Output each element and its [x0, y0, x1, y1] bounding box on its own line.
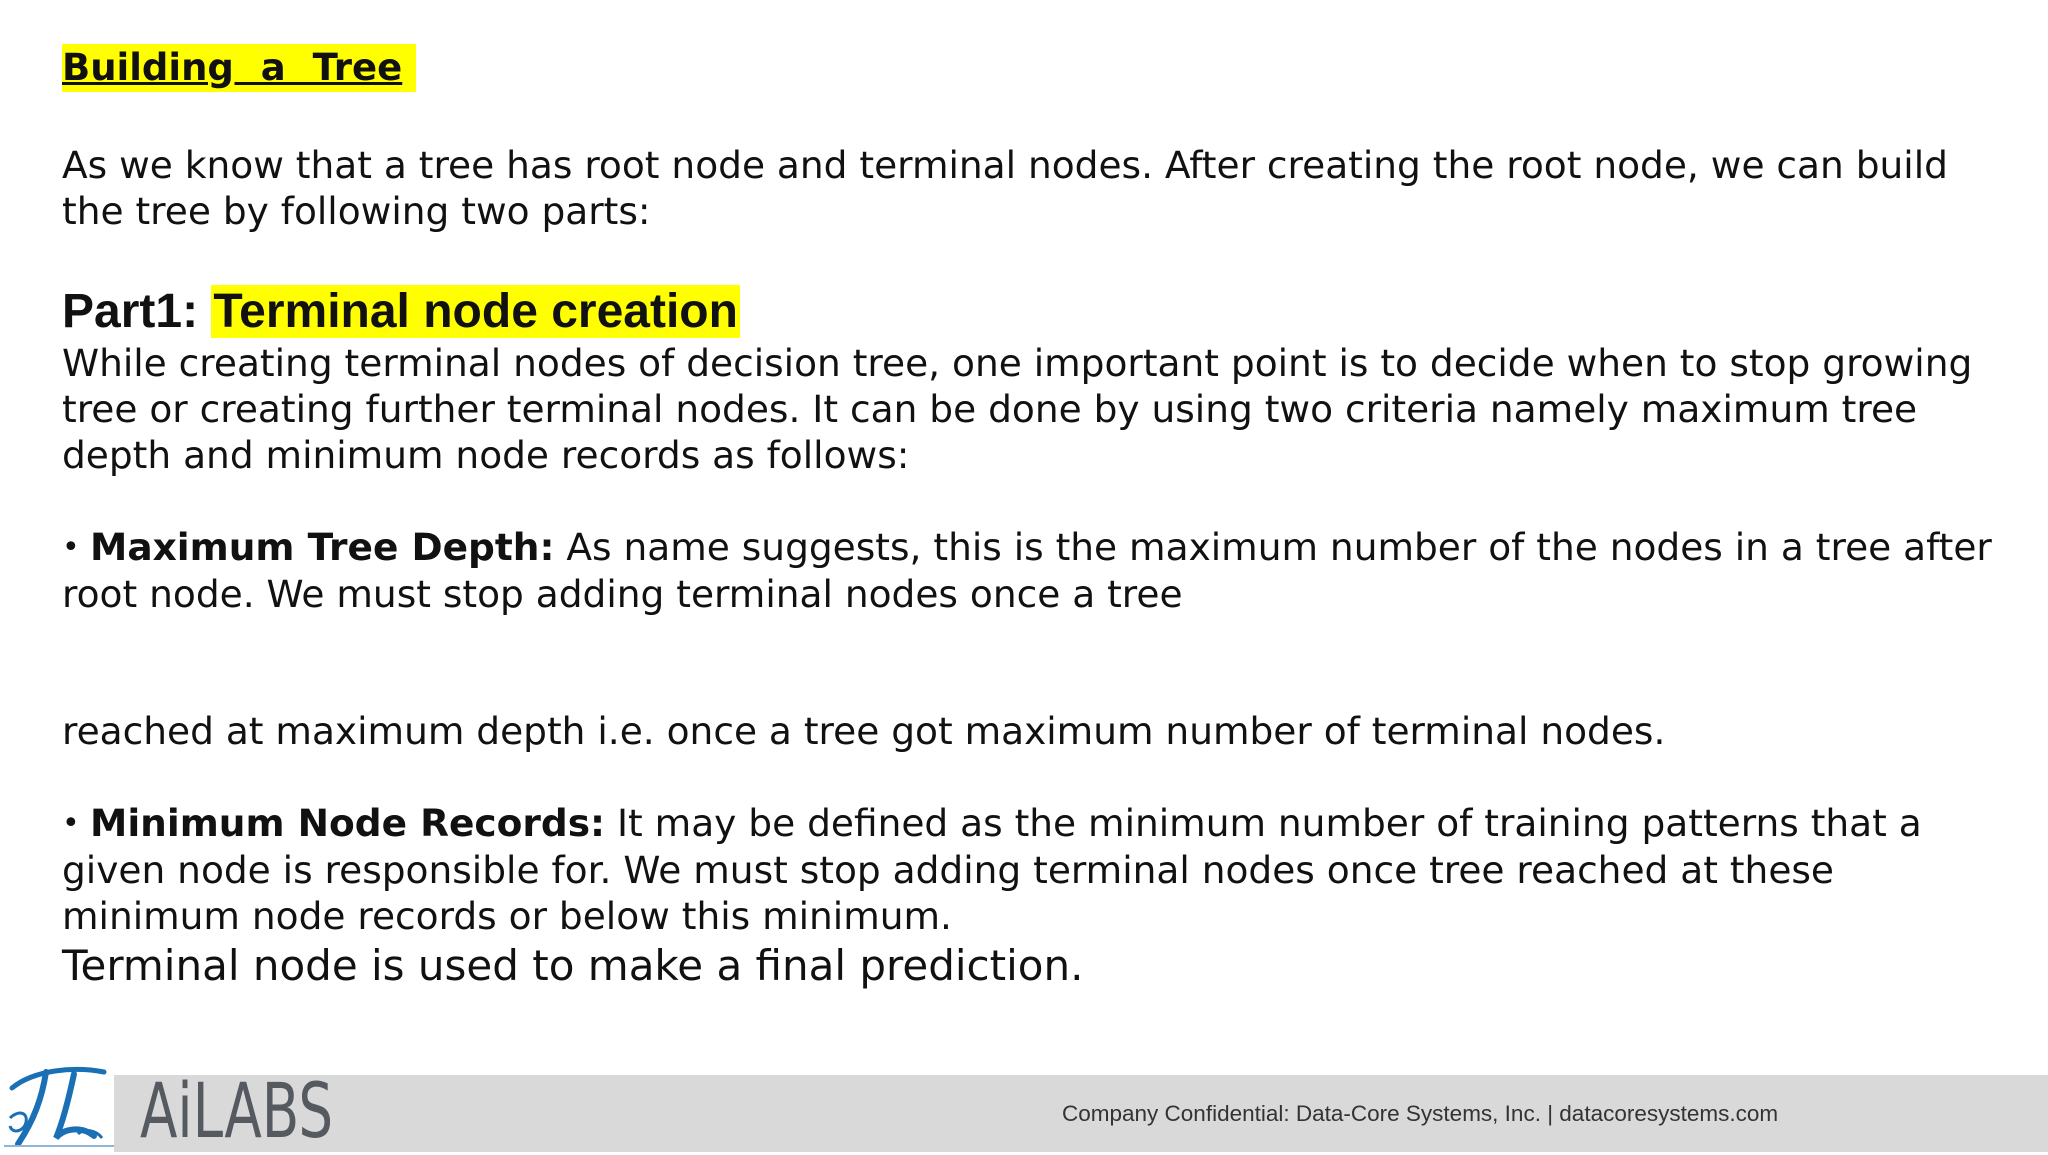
max-depth-term: Maximum Tree Depth:	[90, 525, 555, 569]
intro-paragraph: As we know that a tree has root node and terminal nodes. After creating the root node, we can build the tree by following two parts:	[62, 143, 1948, 233]
min-records-bullet	[62, 800, 1992, 939]
slide-title: Building a Tree	[62, 44, 416, 92]
final-statement: Terminal node is used to make a final prediction.	[62, 941, 1084, 990]
bullet-glyph: •	[62, 530, 80, 565]
part-prefix: Part1:	[62, 285, 212, 338]
bullet-glyph: •	[62, 806, 80, 841]
part-highlight: Terminal node creation	[213, 285, 738, 338]
confidential-notice: Company Confidential: Data-Core Systems, Inc. | datacoresystems.com	[1062, 1101, 1779, 1126]
max-depth-bullet	[62, 524, 1992, 617]
terminal-paragraph: While creating terminal nodes of decision tree, one important point is to decide when to stop growing tree or creating further terminal nodes. It can be done by using two criteria namely maximum tree depth and minimum node records as follows:	[62, 341, 1973, 477]
max-depth-text: As name suggests, this is the maximum number of the nodes in a tree after root node. We must stop adding terminal nodes once a tree	[62, 525, 1992, 616]
min-records-term: Minimum Node Records:	[90, 801, 606, 845]
datacore-logo-icon	[4, 1058, 114, 1152]
part-heading	[62, 282, 740, 342]
max-depth-continued: reached at maximum depth i.e. once a tree got maximum number of terminal nodes.	[62, 709, 1666, 753]
min-records-text: It may be defined as the minimum number of training patterns that a given node is responsible for. We must stop adding terminal nodes once tree reached at these minimum node records or below this minimum.	[62, 801, 1922, 938]
ailabs-logo: AiLABS	[140, 1066, 334, 1155]
